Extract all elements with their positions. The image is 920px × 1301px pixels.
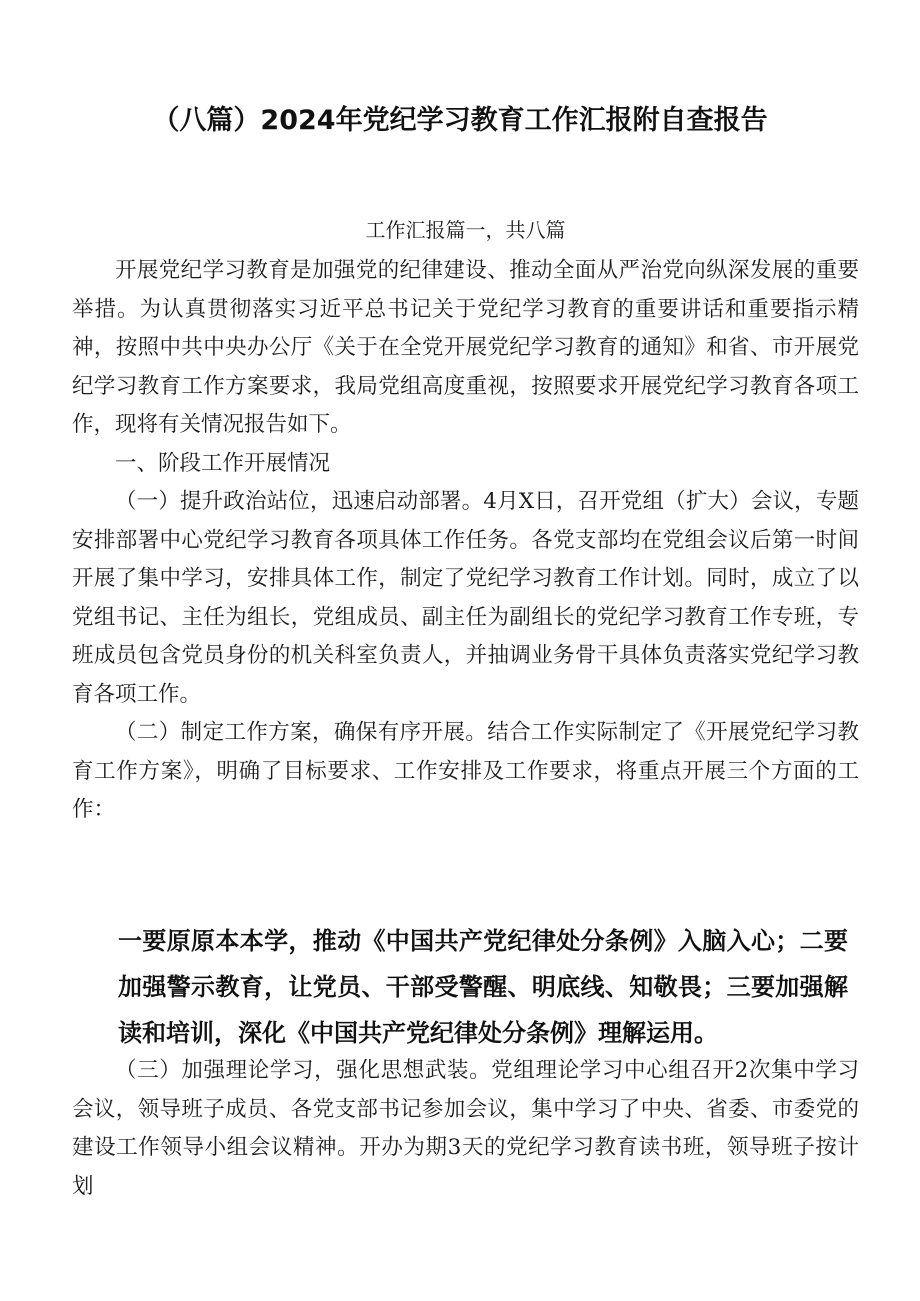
body-section-1 [72,252,859,830]
paragraph-intro: 开展党纪学习教育是加强党的纪律建设、推动全面从严治党向纵深发展的重要举措。为认真贯彻落实习近平总书记关于党纪学习教育的重要讲话和重要指示精神，按照中共中央办公厅《关于在全党开展党纪学习教育的通知》和省、市开展党纪学习教育工作方案要求，我局党组高度重视，按照要求开展党纪学习教育各项工作，现将有关情况报告如下。 [72,258,859,437]
section-heading-1: 一、阶段工作开展情况 [115,450,331,476]
paragraph-1: （一）提升政治站位，迅速启动部署。4月X日，召开党组（扩大）会议，专题安排部署中心党纪学习教育各项具体工作任务。各党支部均在党组会议后第一时间开展了集中学习，安排具体工作，制定了党纪学习教育工作计划。同时，成立了以党组书记、主任为组长，党组成员、副主任为副组长的党纪学习教育工作专班，专班成员包含党员身份的机关科室负责人，并抽调业务骨干具体负责落实党纪学习教育各项工作。 [72,489,859,707]
body-section-2 [72,1052,859,1206]
document-title: （八篇）2024年党纪学习教育工作汇报附自查报告 [152,105,768,136]
document-subtitle: 工作汇报篇一，共八篇 [365,218,566,242]
paragraph-3: （三）加强理论学习，强化思想武装。党组理论学习中心组召开2次集中学习会议，领导班子成员、各党支部书记参加会议，集中学习了中央、省委、市委党的建设工作领导小组会议精神。开办为期3天的党纪学习教育读书班，领导班子按计划 [72,1058,859,1199]
paragraph-2: （二）制定工作方案，确保有序开展。结合工作实际制定了《开展党纪学习教育工作方案》，明确了目标要求、工作安排及工作要求，将重点开展三个方面的工作： [72,720,859,822]
bold-emphasis-block: 一要原原本本学，推动《中国共产党纪律处分条例》入脑入心；二要加强警示教育，让党员、干部受警醒、明底线、知敬畏；三要加强解读和培训，深化《中国共产党纪律处分条例》理解运用。 [118,927,848,1047]
